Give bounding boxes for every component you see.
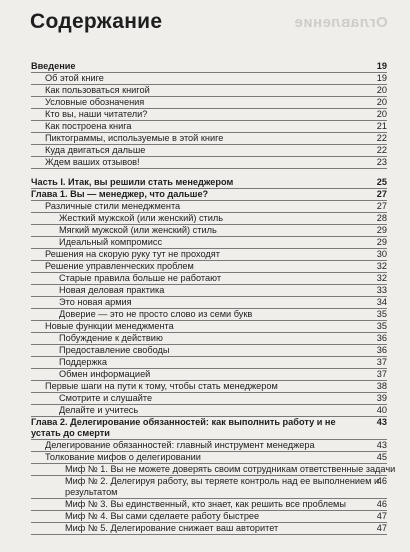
toc-entry-label: Доверие — это не просто слово из семи букв	[59, 309, 253, 319]
toc-entry-page: 20	[376, 97, 387, 107]
toc-entry-page: 35	[376, 309, 387, 319]
toc-entry-label: Пиктограммы, используемые в этой книге	[45, 133, 224, 143]
toc-entry-page: 34	[376, 297, 387, 307]
toc-entry-label: Как построена книга	[45, 121, 132, 131]
toc-entry-page: 35	[376, 321, 387, 331]
toc-entry-label: Первые шаги на пути к тому, чтобы стать менеджером	[45, 381, 278, 391]
toc-entry-label: Обмен информацией	[59, 369, 151, 379]
toc-entry-label: Миф № 4. Вы сами сделаете работу быстрее	[65, 511, 260, 521]
toc-entry-page: 37	[376, 357, 387, 367]
toc-entry-page: 46	[376, 476, 387, 486]
toc-entry-label: Миф № 2. Делегируя работу, вы теряете контроль над ее выполнением и результатом	[65, 476, 380, 497]
toc-entry-page: 36	[376, 333, 387, 343]
toc-entry	[31, 133, 387, 145]
toc-entry-label: Миф № 3. Вы единственный, кто знает, как решить все проблемы	[65, 499, 346, 509]
toc-entry-page: 40	[376, 405, 387, 415]
toc-entry-label: Предоставление свободы	[59, 345, 170, 355]
toc-entry	[31, 476, 387, 499]
toc-entry-label: Как пользоваться книгой	[45, 85, 150, 95]
toc-entry	[31, 177, 387, 189]
bleed-through-text: Оглавление	[294, 14, 388, 31]
toc-entry	[31, 285, 387, 297]
toc-entry-page: 25	[376, 177, 387, 187]
toc-entry-page: 22	[376, 145, 387, 155]
toc-entry	[31, 369, 387, 381]
toc-entry-page: 46	[376, 499, 387, 509]
toc-entry	[31, 405, 387, 417]
toc-entry	[31, 61, 387, 73]
toc-entry-page: 20	[376, 109, 387, 119]
toc-entry-label: Глава 2. Делегирование обязанностей: как выполнить работу и не устать до смерти	[31, 417, 336, 438]
toc-entry	[31, 97, 387, 109]
toc-entry-label: Идеальный компромисс	[59, 237, 163, 247]
toc-entry-page: 36	[376, 345, 387, 355]
toc-entry-label: Поддержка	[59, 357, 107, 367]
toc-entry-label: Миф № 1. Вы не можете доверять своим сотрудникам ответственные задачи	[65, 464, 396, 474]
toc-entry-label: Условные обозначения	[45, 97, 145, 107]
toc-entry-page: 33	[376, 285, 387, 295]
toc-entry-label: Это новая армия	[59, 297, 132, 307]
toc-entry-label: Введение	[31, 61, 76, 71]
toc-entry-page: 30	[376, 249, 387, 259]
toc-entry-label: Различные стили менеджмента	[45, 201, 181, 211]
toc-entry-label: Толкование мифов о делегировании	[45, 452, 201, 462]
toc-entry	[31, 309, 387, 321]
toc-entry-label: Кто вы, наши читатели?	[45, 109, 148, 119]
toc-entry	[31, 417, 387, 440]
toc-entry	[31, 237, 387, 249]
toc-entry	[31, 523, 387, 535]
toc-entry	[31, 157, 387, 169]
toc-entry-label: Делегирование обязанностей: главный инструмент менеджера	[45, 440, 315, 450]
toc-entry	[31, 73, 387, 85]
toc-entry-label: Смотрите и слушайте	[59, 393, 153, 403]
toc-entry-page: 20	[376, 85, 387, 95]
toc-entry	[31, 452, 387, 464]
toc-entry-label: Куда двигаться дальше	[45, 145, 146, 155]
toc-entry-page: 32	[376, 273, 387, 283]
toc-entry	[31, 225, 387, 237]
toc-entry-label: Жесткий мужской (или женский) стиль	[59, 213, 224, 223]
toc-entry	[31, 213, 387, 225]
toc-entry-label: Побуждение к действию	[59, 333, 163, 343]
toc-entry	[31, 357, 387, 369]
toc-entry-page: 19	[376, 73, 387, 83]
toc-entry-page: 38	[376, 381, 387, 391]
toc-entry	[31, 249, 387, 261]
toc-entry	[31, 273, 387, 285]
toc-entry	[31, 297, 387, 309]
toc-entry	[31, 511, 387, 523]
toc-entry-page: 29	[376, 237, 387, 247]
toc-entry	[31, 499, 387, 511]
toc-entry-label: Решение управленческих проблем	[45, 261, 194, 271]
toc-entry	[31, 333, 387, 345]
toc-entry	[31, 201, 387, 213]
toc-entry-label: Новые функции менеджмента	[45, 321, 174, 331]
toc-entry-page: 27	[376, 189, 387, 199]
toc-entry-page: 47	[376, 523, 387, 533]
toc-list	[31, 61, 396, 535]
toc-entry-page: 21	[376, 121, 387, 131]
toc-entry-label: Делайте и учитесь	[59, 405, 139, 415]
toc-entry-page: 37	[376, 369, 387, 379]
toc-entry	[31, 440, 387, 452]
toc-entry	[31, 321, 387, 333]
page-title: Содержание	[30, 10, 163, 33]
toc-entry-page: 29	[376, 225, 387, 235]
toc-entry-label: Ждем ваших отзывов!	[45, 157, 140, 167]
toc-entry-label: Мягкий мужской (или женский) стиль	[59, 225, 217, 235]
toc-entry	[31, 345, 387, 357]
toc-entry-page: 43	[376, 417, 387, 427]
toc-entry-label: Решения на скорую руку тут не проходят	[45, 249, 220, 259]
toc-entry-page: 27	[376, 201, 387, 211]
toc-entry-label: Новая деловая практика	[59, 285, 165, 295]
toc-entry-label: Старые правила больше не работают	[59, 273, 222, 283]
toc-entry-label: Об этой книге	[45, 73, 104, 83]
toc-entry	[31, 464, 396, 476]
toc-entry	[31, 121, 387, 133]
toc-entry-page: 23	[376, 157, 387, 167]
toc-entry-page: 22	[376, 133, 387, 143]
toc-entry-page: 47	[376, 511, 387, 521]
toc-entry	[31, 261, 387, 273]
toc-entry-page: 45	[376, 452, 387, 462]
toc-entry-page: 32	[376, 261, 387, 271]
toc-entry	[31, 381, 387, 393]
toc-entry-label: Часть I. Итак, вы решили стать менеджером	[31, 177, 234, 187]
toc-entry-label: Глава 1. Вы — менеджер, что дальше?	[31, 189, 209, 199]
toc-entry	[31, 145, 387, 157]
toc-entry-page: 28	[376, 213, 387, 223]
toc-entry-page: 43	[376, 440, 387, 450]
toc-entry-page: 19	[376, 61, 387, 71]
toc-entry-label: Миф № 5. Делегирование снижает ваш авторитет	[65, 523, 279, 533]
toc-entry	[31, 109, 387, 121]
toc-entry	[31, 85, 387, 97]
toc-entry	[31, 393, 387, 405]
toc-entry-page: 39	[376, 393, 387, 403]
toc-entry	[31, 189, 387, 201]
